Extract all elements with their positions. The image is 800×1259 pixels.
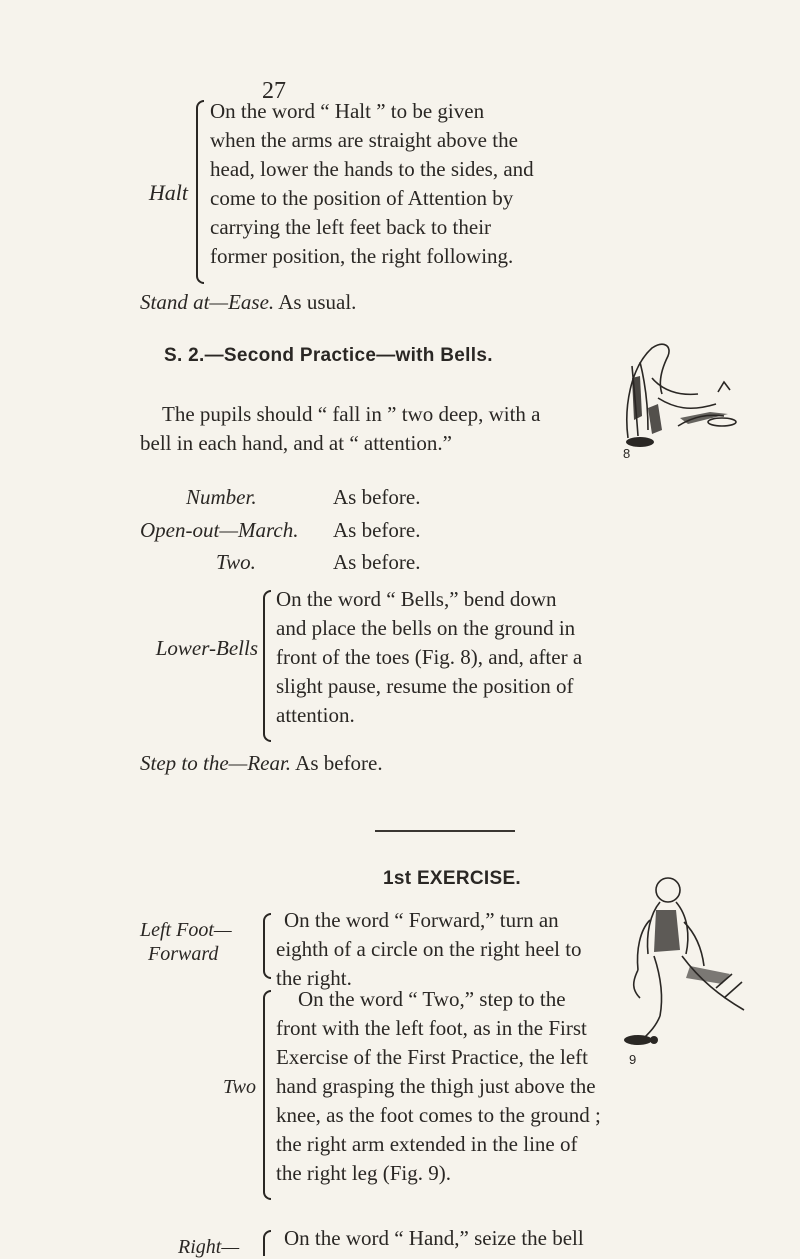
left-foot-line: On the word “ Forward,” turn an <box>284 908 559 932</box>
stand-at-ease-text: As usual. <box>278 290 357 314</box>
right-hand-paragraph <box>276 1224 776 1253</box>
stand-at-ease-command <box>140 290 356 315</box>
lower-bells-paragraph <box>276 585 776 730</box>
command-label: Number. <box>186 485 257 509</box>
intro-line: bell in each hand, and at “ attention.” <box>140 431 452 455</box>
intro-paragraph <box>140 400 600 458</box>
two-line: the right arm extended in the line of <box>276 1132 578 1156</box>
halt-line: come to the position of Attention by <box>210 186 514 210</box>
two-line: Exercise of the First Practice, the left <box>276 1045 588 1069</box>
halt-line: carrying the left feet back to their <box>210 215 492 239</box>
exercise-heading: 1st EXERCISE. <box>383 868 522 889</box>
lower-bells-brace <box>263 590 271 742</box>
two-line: hand grasping the thigh just above the <box>276 1074 596 1098</box>
page-number: 27 <box>262 78 286 104</box>
figure-crouching-bells-icon <box>618 338 743 458</box>
lower-bells-label: Lower-Bells <box>155 636 258 660</box>
two-line: the right leg (Fig. 9). <box>276 1161 451 1185</box>
left-foot-line: eighth of a circle on the right heel to <box>276 937 582 961</box>
section-divider <box>375 830 515 832</box>
step-to-rear-label: Step to the—Rear. <box>140 751 292 775</box>
section-heading: S. 2.—Second Practice—with Bells. <box>164 345 493 366</box>
two-line: knee, as the foot comes to the ground ; <box>276 1103 601 1127</box>
lower-bells-line: On the word “ Bells,” bend down <box>276 587 557 611</box>
left-foot-line: the right. <box>276 966 352 990</box>
lower-bells-line: slight pause, resume the position of <box>276 674 574 698</box>
halt-line: former position, the right following. <box>210 244 514 268</box>
step-to-rear-text: As before. <box>295 751 383 775</box>
figure-8 <box>618 338 743 461</box>
command-text: As before. <box>333 550 421 574</box>
figure-9-number: 9 <box>629 1052 637 1067</box>
halt-line: head, lower the hands to the sides, and <box>210 157 534 181</box>
right-hand-label-line1: Right— <box>178 1236 240 1258</box>
halt-paragraph <box>210 97 775 271</box>
lower-bells-line: attention. <box>276 703 355 727</box>
lower-bells-line: and place the bells on the ground in <box>276 616 576 640</box>
lower-bells-line: front of the toes (Fig. 8), and, after a <box>276 645 583 669</box>
figure-lunge-bells-icon <box>620 870 750 1050</box>
command-label: Two. <box>216 550 256 574</box>
two-label: Two <box>223 1076 256 1098</box>
two-line: On the word “ Two,” step to the <box>298 987 566 1011</box>
figure-8-number: 8 <box>623 446 631 461</box>
halt-line: On the word “ Halt ” to be given <box>210 99 485 123</box>
step-to-rear-command <box>140 751 383 776</box>
figure-9 <box>620 870 750 1070</box>
halt-label: Halt <box>148 180 188 205</box>
two-line: front with the left foot, as in the First <box>276 1016 587 1040</box>
command-label: Open-out—March. <box>140 518 299 542</box>
command-text: As before. <box>333 485 421 509</box>
intro-line: The pupils should “ fall in ” two deep, with a <box>162 402 541 426</box>
left-foot-label-line2: Forward <box>148 943 219 965</box>
command-text: As before. <box>333 518 421 542</box>
left-foot-label-line1: Left Foot— <box>140 919 232 941</box>
halt-line: when the arms are straight above the <box>210 128 518 152</box>
right-hand-line: On the word “ Hand,” seize the bell <box>284 1226 584 1250</box>
halt-brace <box>196 100 204 284</box>
right-hand-label <box>178 1235 258 1259</box>
two-brace <box>263 990 271 1200</box>
left-foot-brace <box>263 913 271 979</box>
left-foot-forward-label <box>140 918 258 966</box>
stand-at-ease-label: Stand at—Ease. <box>140 290 275 314</box>
right-hand-brace <box>263 1230 271 1256</box>
